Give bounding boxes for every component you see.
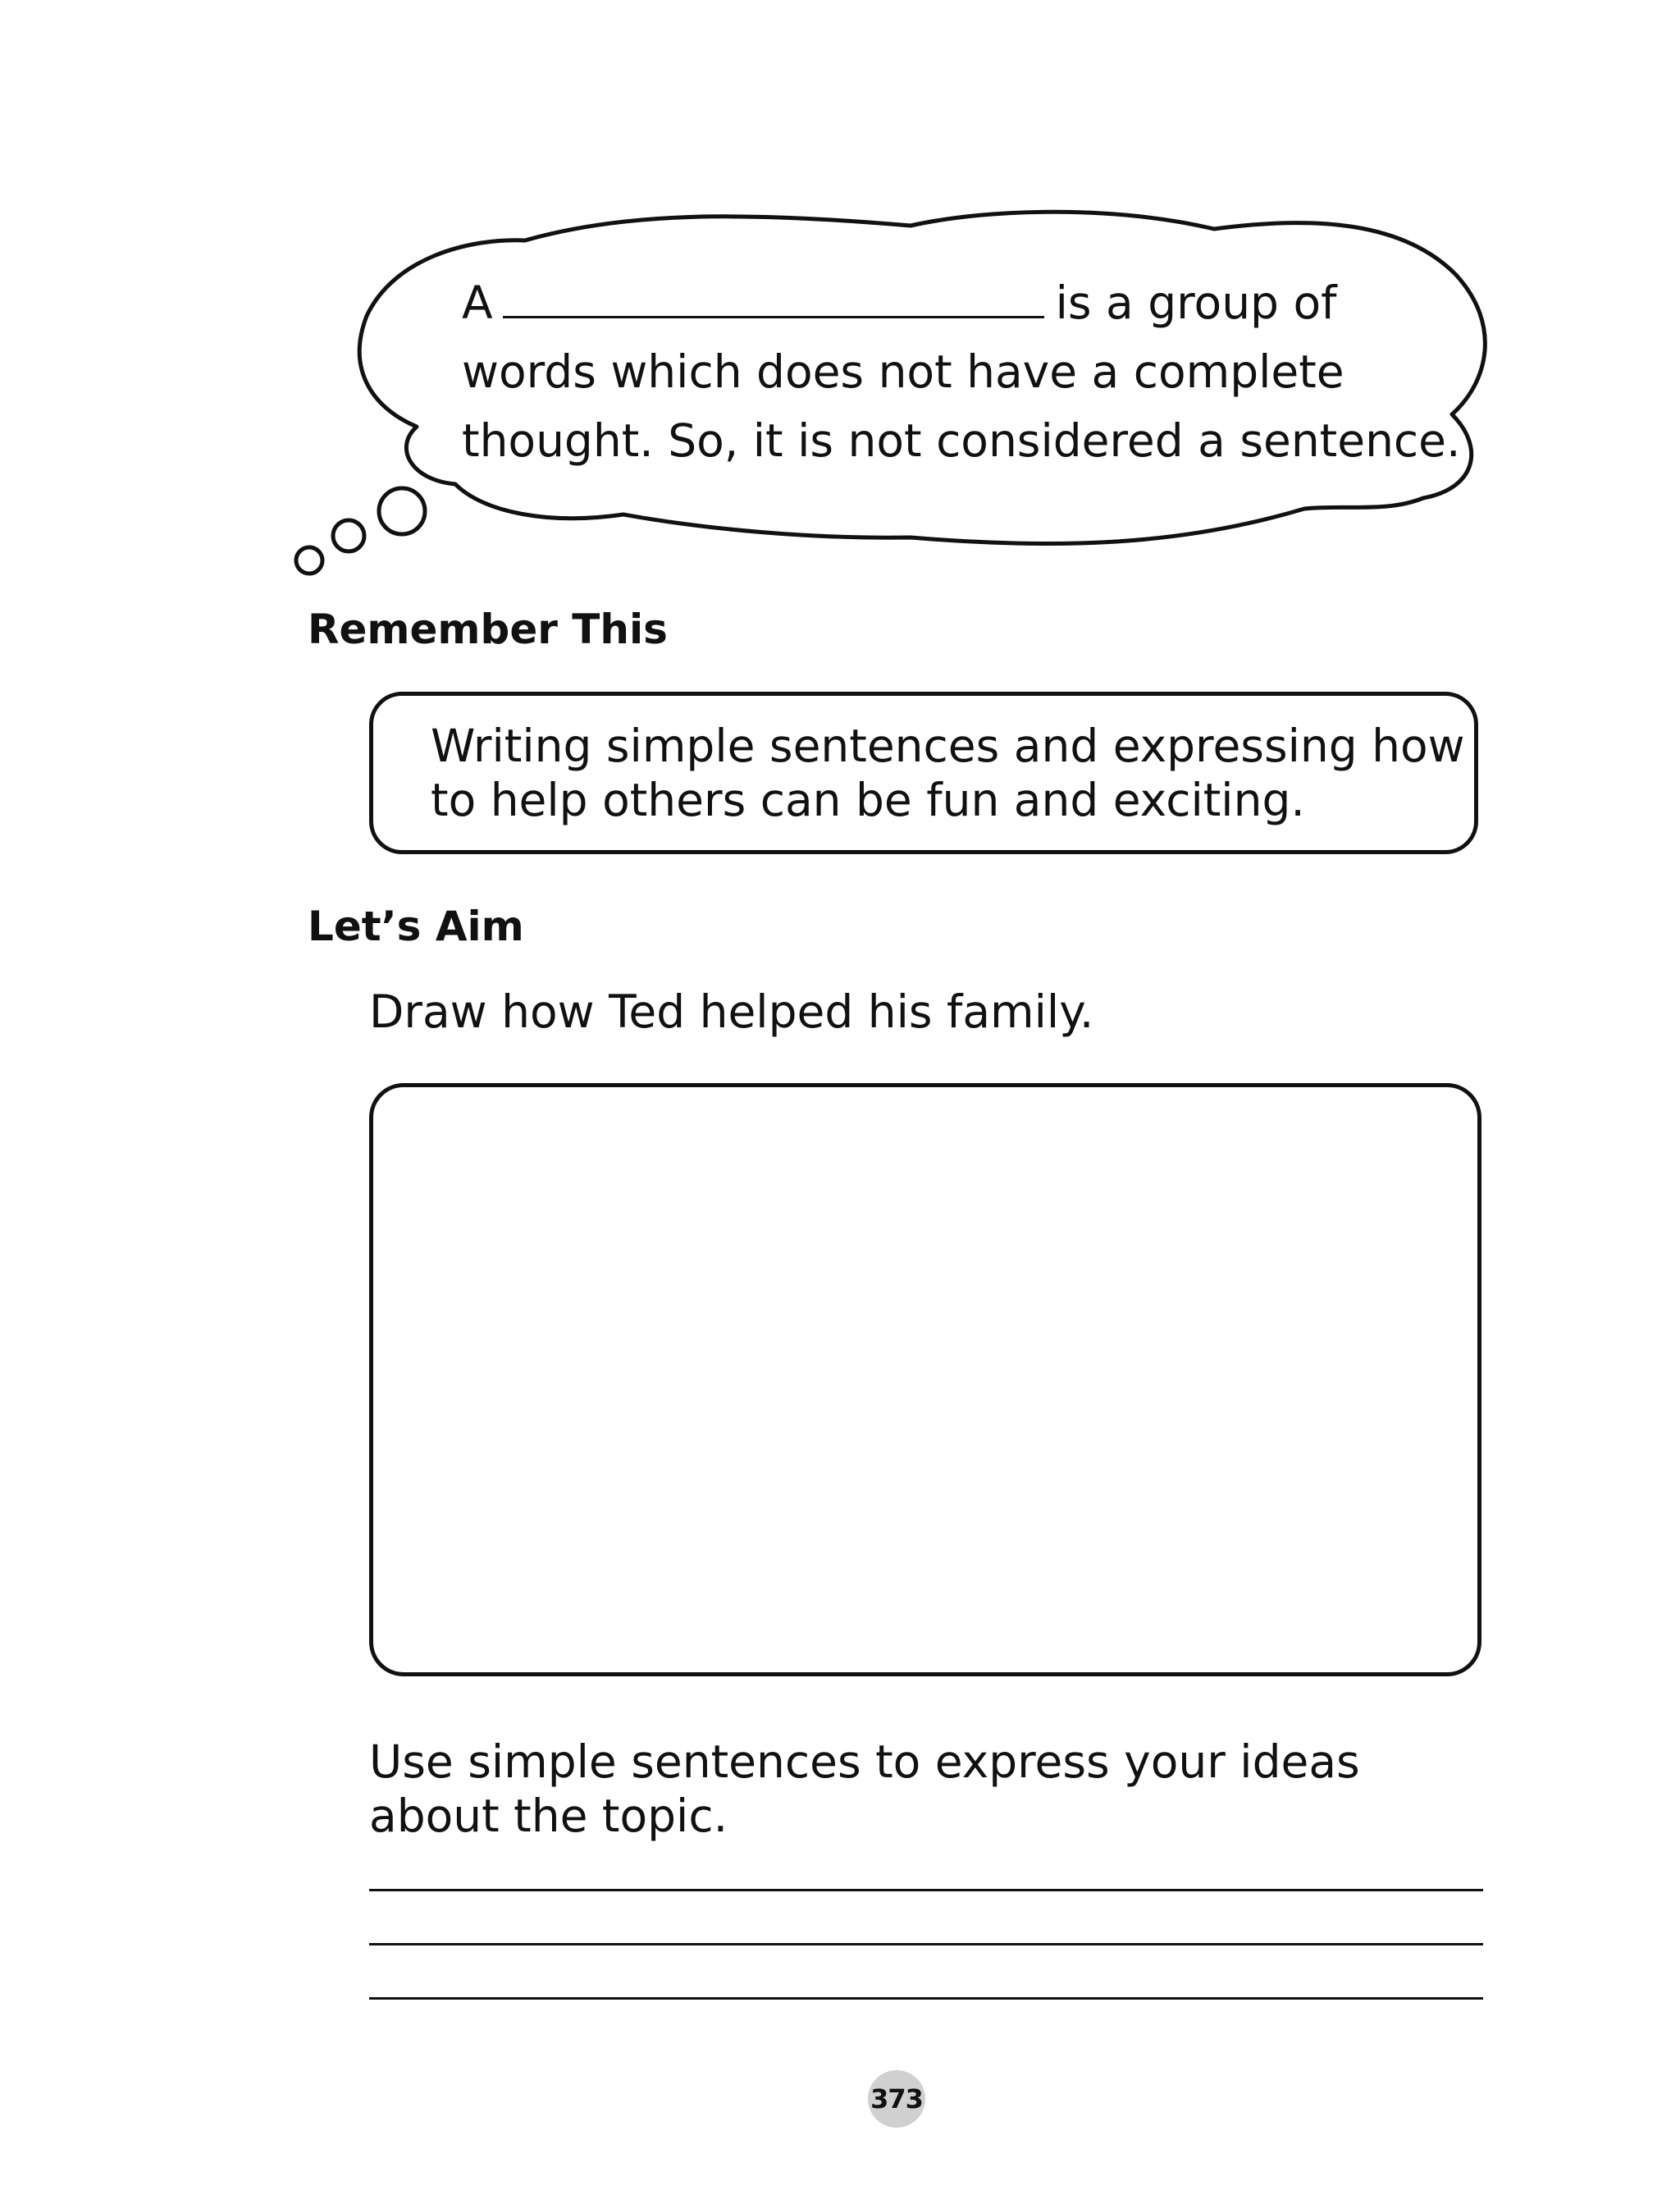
cloud-text-before-blank: A: [462, 277, 493, 329]
remember-text-line-1: Writing simple sentences and expressing how: [431, 720, 1465, 772]
writing-line[interactable]: [369, 1997, 1483, 2000]
cloud-text-line-3: thought. So, it is not considered a sentence.: [462, 414, 1461, 467]
remember-text-line-2: to help others can be fun and exciting.: [431, 774, 1305, 826]
draw-instruction: Draw how Ted helped his family.: [369, 985, 1094, 1038]
drawing-box[interactable]: [369, 1083, 1481, 1676]
cloud-fill-in-line: [462, 268, 1446, 337]
sentences-instruction-line-2: about the topic.: [369, 1790, 728, 1842]
remember-this-heading: Remember This: [308, 606, 668, 653]
cloud-text-line-2: words which does not have a complete: [462, 345, 1344, 398]
writing-line[interactable]: [369, 1943, 1483, 1945]
sentences-instruction-line-1: Use simple sentences to express your ideas: [369, 1735, 1360, 1788]
lets-aim-heading: Let’s Aim: [308, 903, 524, 950]
writing-line[interactable]: [369, 1889, 1483, 1891]
answer-blank[interactable]: [503, 277, 1044, 318]
cloud-text-after-blank: is a group of: [1055, 277, 1337, 329]
page-number: 373: [868, 2070, 925, 2128]
